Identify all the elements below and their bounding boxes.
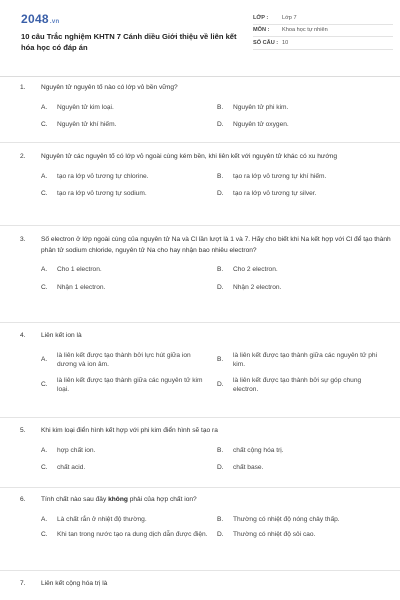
option-text: chất cộng hóa trị. [233,446,284,454]
meta-row-count [253,37,393,50]
question-4 [20,331,392,395]
option-text: là liên kết được tạo thành giữa các nguyên tử phi kim. [233,351,378,368]
option-letter: B. [217,172,224,180]
option-letter: B. [217,446,224,454]
option-c[interactable] [41,463,211,473]
question-5 [20,426,392,473]
option-c[interactable] [41,376,211,395]
option-letter: D. [217,121,224,128]
option-d[interactable] [217,189,387,199]
option-text: là liên kết được tạo thành bởi lực hút giữa ion dương và ion âm. [57,351,191,368]
option-letter: D. [217,381,224,389]
question-number: 3. [20,236,26,243]
stem-part: Tính chất nào sau đây [41,496,109,503]
stem-part: phải của hợp chất ion? [127,496,197,503]
option-text: Cho 1 electron. [57,266,102,273]
header-divider [0,76,400,77]
option-text: là liên kết được tạo thành giữa các nguyên tử kim loại. [57,376,203,393]
option-text: Nguyên tử phi kim. [233,103,289,111]
question-text: Khi kim loại điển hình kết hợp với phi kim điển hình sẽ tạo ra [41,427,218,434]
option-text: Thường có nhiệt độ sôi cao. [233,531,316,538]
option-letter: C. [41,464,48,471]
option-letter: C. [41,121,48,128]
option-text: Nguyên tử khí hiếm. [57,121,117,128]
option-letter: B. [217,103,224,111]
page-header [0,0,400,70]
meta-row-subject [253,25,393,38]
meta-value: Lớp 7 [282,14,297,21]
meta-value: 10 [282,39,289,46]
option-letter: A. [41,266,48,273]
question-number: 5. [20,427,26,434]
option-letter: A. [41,103,48,111]
meta-label: SỐ CÂU : [253,39,279,46]
option-text: Nhận 1 electron. [57,283,106,291]
question-1 [20,83,392,130]
question-text: Số electron ở lớp ngoài cùng của nguyên tử Na và Cl lần lượt là 1 và 7. Hãy cho biết khi Na kết hợp với Cl để tạo thành phân tử sodium chloride, nguyên tử Na cho hay nhận bao nhiêu electron? [41,236,391,254]
option-letter: A. [41,515,48,523]
question-text: Liên kết cộng hóa trị là [41,580,108,587]
question-text: Liên kết ion là [41,332,82,339]
option-c[interactable] [41,120,211,130]
option-d[interactable] [217,376,387,395]
document-title: 10 câu Trắc nghiệm KHTN 7 Cánh diều Giới thiệu về liên kết hóa học có đáp án [21,32,237,52]
option-d[interactable] [217,463,387,473]
option-letter: D. [217,531,224,538]
option-text: tạo ra lớp vỏ tương tự khí hiếm. [233,172,327,180]
meta-table [253,12,393,50]
option-text: tạo ra lớp vỏ tương tự chlorine. [57,172,149,180]
logo-main: 2048 [21,12,49,26]
option-a[interactable] [41,351,211,370]
option-text: chất acid. [57,464,86,471]
option-b[interactable] [217,351,387,370]
question-number: 1. [20,84,26,91]
option-text: Cho 2 electron. [233,266,278,273]
question-divider [0,142,400,143]
option-a[interactable] [41,446,211,456]
option-a[interactable] [41,103,211,113]
option-b[interactable] [217,515,387,525]
option-letter: C. [41,381,48,389]
question-text [41,495,392,506]
meta-row-grade [253,12,393,25]
option-d[interactable] [217,283,387,293]
option-letter: D. [217,464,224,471]
option-letter: D. [217,190,224,197]
option-b[interactable] [217,265,387,275]
option-letter: A. [41,356,48,364]
option-letter: D. [217,283,224,291]
option-d[interactable] [217,530,387,540]
option-a[interactable] [41,265,211,275]
question-text: Nguyên tử các nguyên tố có lớp vỏ ngoài cùng kém bền, khi liên kết với nguyên tử khác có xu hướng [41,153,337,160]
option-letter: A. [41,446,48,454]
option-b[interactable] [217,446,387,456]
meta-label: MÔN : [253,27,270,34]
option-letter: A. [41,172,48,180]
question-number: 4. [20,332,26,339]
question-divider [0,225,400,226]
meta-value: Khoa học tự nhiên [282,27,328,34]
question-divider [0,417,400,418]
question-number: 2. [20,153,26,160]
option-text: là liên kết được tạo thành bởi sự góp chung electron. [233,376,362,393]
option-a[interactable] [41,515,211,525]
option-text: hợp chất ion. [57,446,96,454]
stem-emphasis: không [108,496,128,503]
option-text: Nguyên tử kim loại. [57,103,114,111]
option-letter: B. [217,515,224,523]
question-divider [0,322,400,323]
option-c[interactable] [41,530,211,540]
option-c[interactable] [41,189,211,199]
option-letter: C. [41,531,48,538]
option-text: Là chất rắn ở nhiệt độ thường. [57,515,147,523]
question-divider [0,570,400,571]
option-text: chất base. [233,464,264,471]
option-letter: B. [217,266,224,273]
option-text: tạo ra lớp vỏ tương tự sodium. [57,190,147,197]
option-a[interactable] [41,172,211,182]
logo-ext: .vn [49,19,60,25]
option-letter: C. [41,283,48,291]
question-number: 7. [20,580,26,587]
option-text: Thường có nhiệt độ nóng chảy thấp. [233,515,340,523]
question-divider [0,487,400,488]
site-logo[interactable] [21,12,59,26]
option-letter: B. [217,356,224,364]
question-number: 6. [20,496,26,503]
option-b[interactable] [217,103,387,113]
option-text: Nhận 2 electron. [233,283,282,291]
question-3 [20,235,392,292]
option-letter: C. [41,190,48,197]
question-2 [20,152,392,199]
option-c[interactable] [41,283,211,293]
option-text: Nguyên tử oxygen. [233,121,289,128]
meta-label: LỚP : [253,14,269,21]
question-6 [20,495,392,540]
option-text: tạo ra lớp vỏ tương tự silver. [233,190,317,197]
question-7 [20,579,392,590]
option-text: Khi tan trong nước tạo ra dung dịch dẫn được điện. [57,531,208,538]
option-d[interactable] [217,120,387,130]
option-b[interactable] [217,172,387,182]
question-text: Nguyên tử nguyên tố nào có lớp vỏ bền vững? [41,84,178,91]
